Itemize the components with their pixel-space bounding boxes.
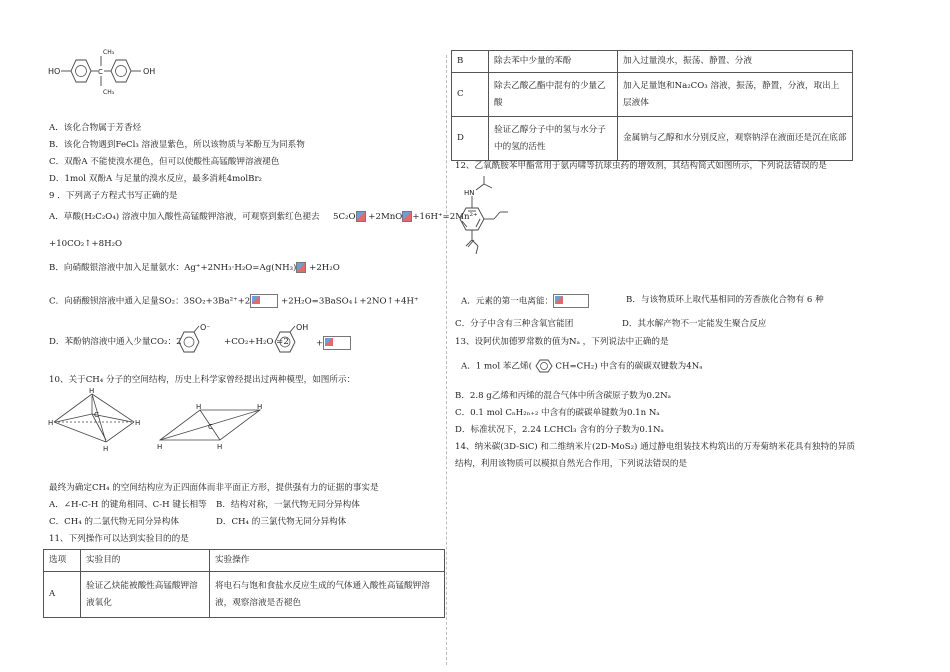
q10-stem: 最终为确定CH₄ 的空间结构应为正四面体而非平面正方形，提供强有力的证据的事实是 <box>49 483 379 493</box>
planar-h-bottom-right: H <box>217 443 223 451</box>
q13-a-group: CH=CH₂ <box>555 361 595 372</box>
q8-option-c: C．双酚A 不能使溴水褪色，但可以使酸性高锰酸钾溶液褪色 <box>49 157 280 167</box>
label-central-c: C <box>98 68 103 76</box>
square-planar-model <box>156 400 268 452</box>
tetra-c: C <box>94 411 99 419</box>
formula-image-icon <box>356 211 366 222</box>
q12-option-a <box>461 294 589 308</box>
formula-image-icon <box>250 294 278 308</box>
label-phenol-oh: OH <box>296 323 309 332</box>
formula-image-icon <box>323 336 351 350</box>
q13-a-text2: ) 中含有的碳碳双键数为4Nₐ <box>594 361 703 372</box>
tetra-h-top: H <box>89 387 95 395</box>
row-d-aim: 验证乙醇分子中的氢与水分子中的氢的活性 <box>489 117 618 161</box>
q9-title: 9 ．下列离子方程式书写正确的是 <box>49 191 178 201</box>
q9-c-tail: +2H₂O=3BaSO₄↓+2NO↑+4H⁺ <box>281 296 419 307</box>
q9-option-c <box>49 294 419 308</box>
q11-table-part2 <box>451 50 853 161</box>
q9-d-text: D．苯酚钠溶液中通入少量CO₂：2 <box>49 337 182 347</box>
q9-d-mid: +CO₂+H₂O =2 <box>224 337 289 347</box>
q11-title: 11、下列操作可以达到实验目的的是 <box>49 534 189 544</box>
label-ho: HO <box>48 67 61 76</box>
q10-option-a: A．∠H-C-H 的键角相同、C-H 键长相等 <box>49 500 207 510</box>
q8-option-d: D．1mol 双酚A 与足量的溴水反应，最多消耗4molBr₂ <box>49 174 263 184</box>
q9-b-tail: +2H₂O <box>309 263 340 273</box>
q9-a-eq3: +16H⁺=2Mn²⁺ <box>412 212 478 222</box>
table-row <box>452 51 853 73</box>
formula-image-icon <box>402 211 412 222</box>
label-ch3-top: CH₃ <box>103 49 115 56</box>
table-header-row <box>44 550 445 572</box>
planar-h-top-left: H <box>196 403 202 411</box>
row-d-operation: 金属钠与乙醇和水分别反应，观察钠浮在液面还是沉在底部 <box>618 117 853 161</box>
q13-option-b: B．2.8 g乙烯和丙烯的混合气体中所含碳原子数为0.2Nₐ <box>455 391 671 401</box>
planar-h-top-right: H <box>257 403 263 411</box>
q8-option-a: A．该化合物属于芳香烃 <box>49 123 142 133</box>
row-c-operation: 加入足量饱和Na₂CO₃ 溶液，振荡，静置，分液，取出上层液体 <box>618 73 853 117</box>
q9-d-tail-wrap <box>316 336 351 350</box>
tetra-h-bottom: H <box>103 445 109 453</box>
row-c-option: C <box>452 73 489 117</box>
tetra-h-right: H <box>135 419 141 427</box>
benzene-ring-icon <box>535 359 553 373</box>
header-aim: 实验目的 <box>81 550 210 572</box>
q9-b-text: B．向硝酸银溶液中加入足量氨水：Ag⁺+2NH₃·H₂O=Ag(NH₃) <box>49 263 297 273</box>
row-a-operation: 将电石与饱和食盐水反应生成的气体通入酸性高锰酸钾溶液，观察溶液是否褪色 <box>210 572 445 618</box>
row-a-aim: 验证乙炔能被酸性高锰酸钾溶液氧化 <box>81 572 210 618</box>
label-phenoxide-o: O⁻ <box>200 323 211 332</box>
q9-a-eq2: +2MnO <box>368 212 403 222</box>
q11-table-part1 <box>43 549 445 618</box>
column-divider <box>446 55 447 665</box>
q8-option-b: B．该化合物遇到FeCl₃ 溶液显紫色，所以该物质与苯酚互为同系物 <box>49 140 305 150</box>
q14-line1: 14、纳米碳(3D-SiC) 和二维纳米片(2D-MoS₂) 通过静电组装技术构筑出的万寿菊纳米花具有独特的异质 <box>455 442 855 452</box>
q12-option-b: B．与该物质环上取代基相同的芳香族化合物有 6 种 <box>626 295 824 305</box>
bisphenol-a-structure <box>46 44 166 100</box>
q14-line2: 结构，利用该物质可以模拟自然光合作用，下列说法错误的是 <box>455 459 688 469</box>
tetra-h-left: H <box>48 419 54 427</box>
q10-option-b: B．结构对称，一氯代物无同分异构体 <box>216 500 360 510</box>
q13-option-c: C．0.1 mol CₙH₂ₙ₊₂ 中含有的碳碳单键数为0.1n Nₐ <box>455 408 660 418</box>
q9-d-tail: + <box>316 338 324 349</box>
q10-option-c: C．CH₄ 的二氯代物无同分异构体 <box>49 517 179 527</box>
row-b-aim: 除去苯中少量的苯酚 <box>489 51 618 73</box>
q13-option-a <box>461 359 703 373</box>
phenol-structure <box>272 322 316 356</box>
planar-c: C <box>208 423 213 431</box>
ethopabate-structure <box>452 174 532 262</box>
table-row <box>44 572 445 618</box>
header-option: 选项 <box>44 550 81 572</box>
row-d-option: D <box>452 117 489 161</box>
q12-option-d: D．其水解产物不一定能发生聚合反应 <box>622 319 767 329</box>
q9-a-text: A．草酸(H₂C₂O₄) 溶液中加入酸性高锰酸钾溶液，可观察到紫红色褪去 <box>49 212 320 222</box>
table-row <box>452 73 853 117</box>
row-b-operation: 加入过量溴水，振荡、静置、分液 <box>618 51 853 73</box>
row-a-option: A <box>44 572 81 618</box>
q10-title: 10、关于CH₄ 分子的空间结构，历史上科学家曾经提出过两种模型，如图所示： <box>49 375 356 385</box>
q13-option-d: D．标准状况下，2.24 LCHCl₃ 含有的分子数为0.1Nₐ <box>455 425 664 435</box>
row-c-aim: 除去乙酸乙酯中混有的少量乙酸 <box>489 73 618 117</box>
formula-image-icon <box>553 294 589 308</box>
q9-c-text: C．向硝酸钡溶液中通入足量SO₂：3SO₂+3Ba²⁺+2 <box>49 296 251 307</box>
phenoxide-structure <box>176 322 216 356</box>
q13-title: 13、设阿伏加德罗常数的值为Nₐ ，下列说法中正确的是 <box>455 337 669 347</box>
q9-option-b <box>49 262 340 274</box>
label-ch3-bottom: CH₃ <box>103 89 115 96</box>
label-oh: OH <box>143 67 156 76</box>
formula-image-icon <box>296 262 306 273</box>
planar-h-bottom-left: H <box>157 443 163 451</box>
q12-option-c: C．分子中含有三种含氧官能团 <box>455 319 574 329</box>
q9-a-eq4: +10CO₂↑+8H₂O <box>49 239 123 249</box>
q9-option-a <box>49 211 478 223</box>
q12-title: 12、乙氧酰胺苯甲酯常用于氨丙啸等抗球虫药的增效剂，其结构简式如图所示，下列说法错误的是 <box>455 161 827 171</box>
tetrahedral-model <box>46 384 146 454</box>
q13-a-text1: A．1 mol 苯乙烯( <box>461 361 532 372</box>
label-nh: HN <box>464 189 475 197</box>
q12-a-text: A．元素的第一电离能： <box>461 296 554 307</box>
q9-a-eq1: 5C₂O <box>333 212 356 222</box>
row-b-option: B <box>452 51 489 73</box>
q10-option-d: D．CH₄ 的三氯代物无同分异构体 <box>216 517 347 527</box>
table-row <box>452 117 853 161</box>
header-operation: 实验操作 <box>210 550 445 572</box>
